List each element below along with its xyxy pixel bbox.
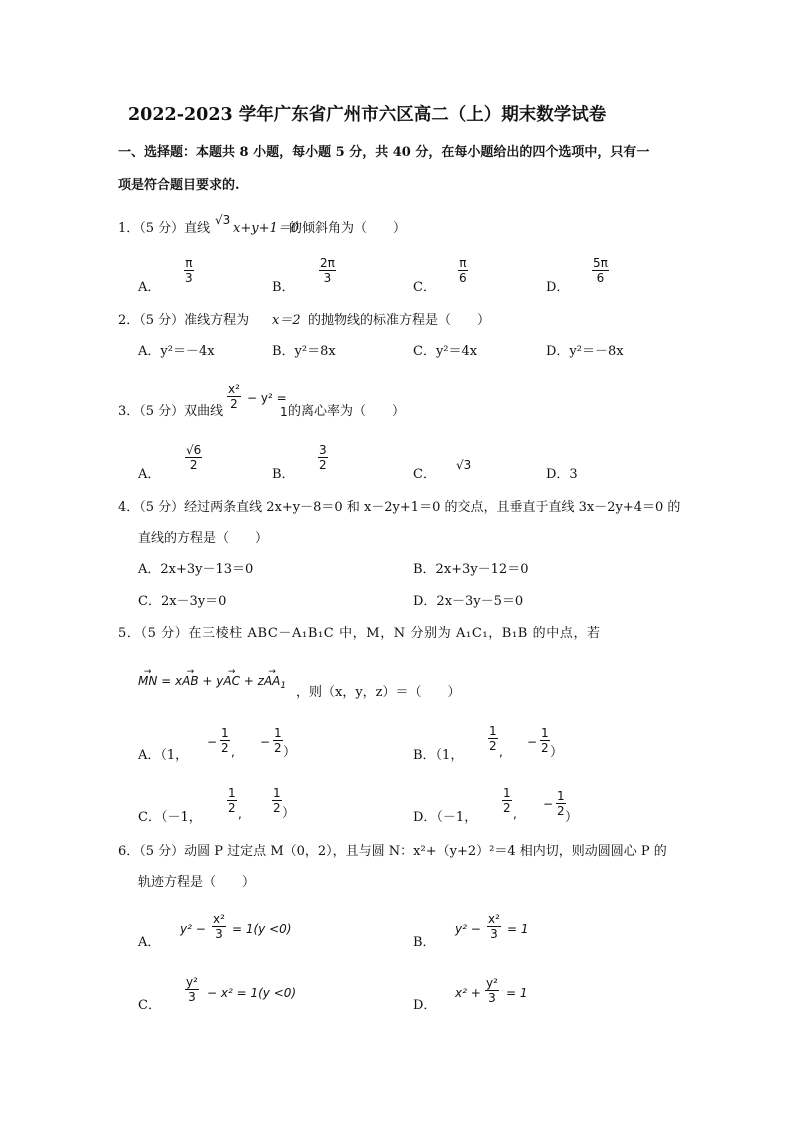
question-6-line1: 6．（5 分）动圆 P 过定点 M（0，2），且与圆 N：x²+（y+2）²＝4 相内切，则动圆圆心 P 的 — [118, 844, 667, 859]
question-1-prefix: 1．（5 分）直线 — [118, 221, 211, 236]
q5-option-b-label: B．（1， — [413, 748, 464, 763]
q2-option-d: D．y²＝－8x — [546, 344, 624, 359]
q3-option-b-fraction: $\frac{3}{2}$ — [319, 443, 327, 472]
question-3-equation: − y² = — [247, 391, 287, 405]
q6-option-d-label: D． — [413, 998, 437, 1013]
q6-d-pre: x² + — [455, 986, 481, 1000]
question-3-suffix: 的离心率为（ ） — [288, 404, 406, 419]
q2-option-c: C．y²＝4x — [413, 344, 478, 359]
q1-option-b-fraction: $\frac{2\pi}{3}$ — [320, 256, 335, 285]
question-4-line2: 直线的方程是（ ） — [138, 531, 269, 546]
q5-option-a-label: A．（1， — [138, 748, 189, 763]
question-1-suffix: 的倾斜角为（ ） — [289, 221, 407, 236]
q6-d-frac: $\frac{\text{y²}}{3}$ — [486, 976, 498, 1005]
q6-a-frac: $\frac{\text{x²}}{3}$ — [213, 912, 225, 941]
question-2-condition: x＝2 — [272, 313, 301, 328]
q5-option-d-label: D．（－1， — [413, 810, 478, 825]
q5-a-minus-1: − — [207, 735, 218, 749]
q1-option-d-fraction: $\frac{5\pi}{6}$ — [593, 256, 608, 285]
q3-option-a-label: A． — [138, 467, 161, 482]
q5-b-comma: , — [499, 745, 503, 759]
q6-b-post: = 1 — [507, 922, 529, 936]
q1-option-c-fraction: $\frac{\pi}{6}$ — [459, 256, 467, 285]
question-2-prefix: 2．（5 分）准线方程为 — [118, 313, 250, 328]
q5-b-frac-1: $\frac{1}{2}$ — [489, 724, 497, 753]
q5-a-minus-2: − — [260, 735, 271, 749]
q1-option-a-fraction: $\frac{\pi}{3}$ — [185, 256, 193, 285]
q5-c-frac-2: $\frac{1}{2}$ — [273, 786, 281, 815]
q1-option-a-label: A． — [138, 280, 161, 295]
question-5-tail: ，则（x，y，z）＝（ ） — [296, 685, 461, 700]
q5-a-close: ） — [283, 745, 297, 760]
question-1-sqrt: √3 — [215, 213, 231, 227]
q3-option-c-value: √3 — [456, 458, 472, 472]
q5-d-close: ） — [565, 810, 579, 825]
q5-d-minus: − — [543, 797, 554, 811]
question-2-suffix: 的抛物线的标准方程是（ ） — [308, 313, 491, 328]
page-title: 2022-2023 学年广东省广州市六区高二（上）期末数学试卷 — [128, 105, 607, 125]
q6-c-frac: $\frac{\text{y²}}{3}$ — [186, 975, 198, 1004]
q4-option-c: C．2x－3y＝0 — [138, 594, 227, 609]
section-heading-line1: 一、选择题：本题共 8 小题，每小题 5 分，共 40 分，在每小题给出的四个选项中，只有一 — [118, 145, 650, 160]
q6-option-c-label: C． — [138, 998, 161, 1013]
q4-option-b: B．2x+3y－12＝0 — [413, 562, 529, 577]
question-3-prefix: 3．（5 分）双曲线 — [118, 404, 224, 419]
q5-d-frac-1: $\frac{1}{2}$ — [503, 786, 511, 815]
q5-a-frac-1: $\frac{1}{2}$ — [221, 726, 229, 755]
q6-b-frac: $\frac{\text{x²}}{3}$ — [488, 912, 500, 941]
q5-b-close: ） — [550, 745, 564, 760]
q5-d-frac-2: $\frac{1}{2}$ — [557, 789, 565, 818]
q6-d-post: = 1 — [506, 986, 528, 1000]
q1-option-b-label: B． — [272, 280, 295, 295]
q5-d-comma: , — [513, 807, 517, 821]
q1-option-d-label: D． — [546, 280, 570, 295]
q3-option-c-label: C． — [413, 467, 436, 482]
q6-c-post: − x² = 1(y <0) — [207, 986, 297, 1000]
q5-b-frac-2: $\frac{1}{2}$ — [541, 726, 549, 755]
question-5-line1: 5．（5 分）在三棱柱 ABC－A₁B₁C 中，M，N 分别为 A₁C₁，B₁B 的中点，若 — [118, 626, 601, 641]
q5-c-frac-1: $\frac{1}{2}$ — [228, 786, 236, 815]
question-4-line1: 4．（5 分）经过两条直线 2x+y－8＝0 和 x－2y+1＝0 的交点，且垂直于直线 3x－2y+4＝0 的 — [118, 500, 681, 515]
q5-b-minus: − — [527, 735, 538, 749]
q5-c-close: ） — [282, 806, 296, 821]
q5-a-comma: , — [231, 745, 235, 759]
q6-a-post: = 1(y <0) — [232, 922, 292, 936]
q6-b-pre: y² − — [455, 922, 481, 936]
q2-option-b: B．y²＝8x — [272, 344, 336, 359]
question-3-fraction: $\frac{\text{x²}}{2}$ — [228, 382, 240, 411]
question-5-vector-equation: → MN = x→ AB + y→ AC + $z\to AA_1$ — [138, 673, 286, 694]
q1-option-c-label: C． — [413, 280, 436, 295]
q4-option-a: A．2x+3y－13＝0 — [138, 562, 254, 577]
question-1-equation: x+y+1＝0 — [233, 221, 300, 236]
q5-c-comma: , — [238, 807, 242, 821]
q4-option-d: D．2x－3y－5＝0 — [413, 594, 524, 609]
question-6-line2: 轨迹方程是（ ） — [138, 875, 256, 890]
q6-option-a-label: A． — [138, 935, 161, 950]
question-3-rhs: 1 — [280, 405, 288, 419]
section-heading-line2: 项是符合题目要求的. — [118, 178, 240, 193]
q3-option-b-label: B． — [272, 467, 295, 482]
q3-option-d: D．3 — [546, 467, 578, 482]
q6-option-b-label: B． — [413, 935, 436, 950]
q5-option-c-label: C．（－1， — [138, 810, 202, 825]
q5-a-frac-2: $\frac{1}{2}$ — [274, 726, 282, 755]
q3-option-a-fraction: $\frac{√6}{2}$ — [186, 443, 202, 472]
q6-a-pre: y² − — [180, 922, 206, 936]
q2-option-a: A．y²＝－4x — [138, 344, 215, 359]
